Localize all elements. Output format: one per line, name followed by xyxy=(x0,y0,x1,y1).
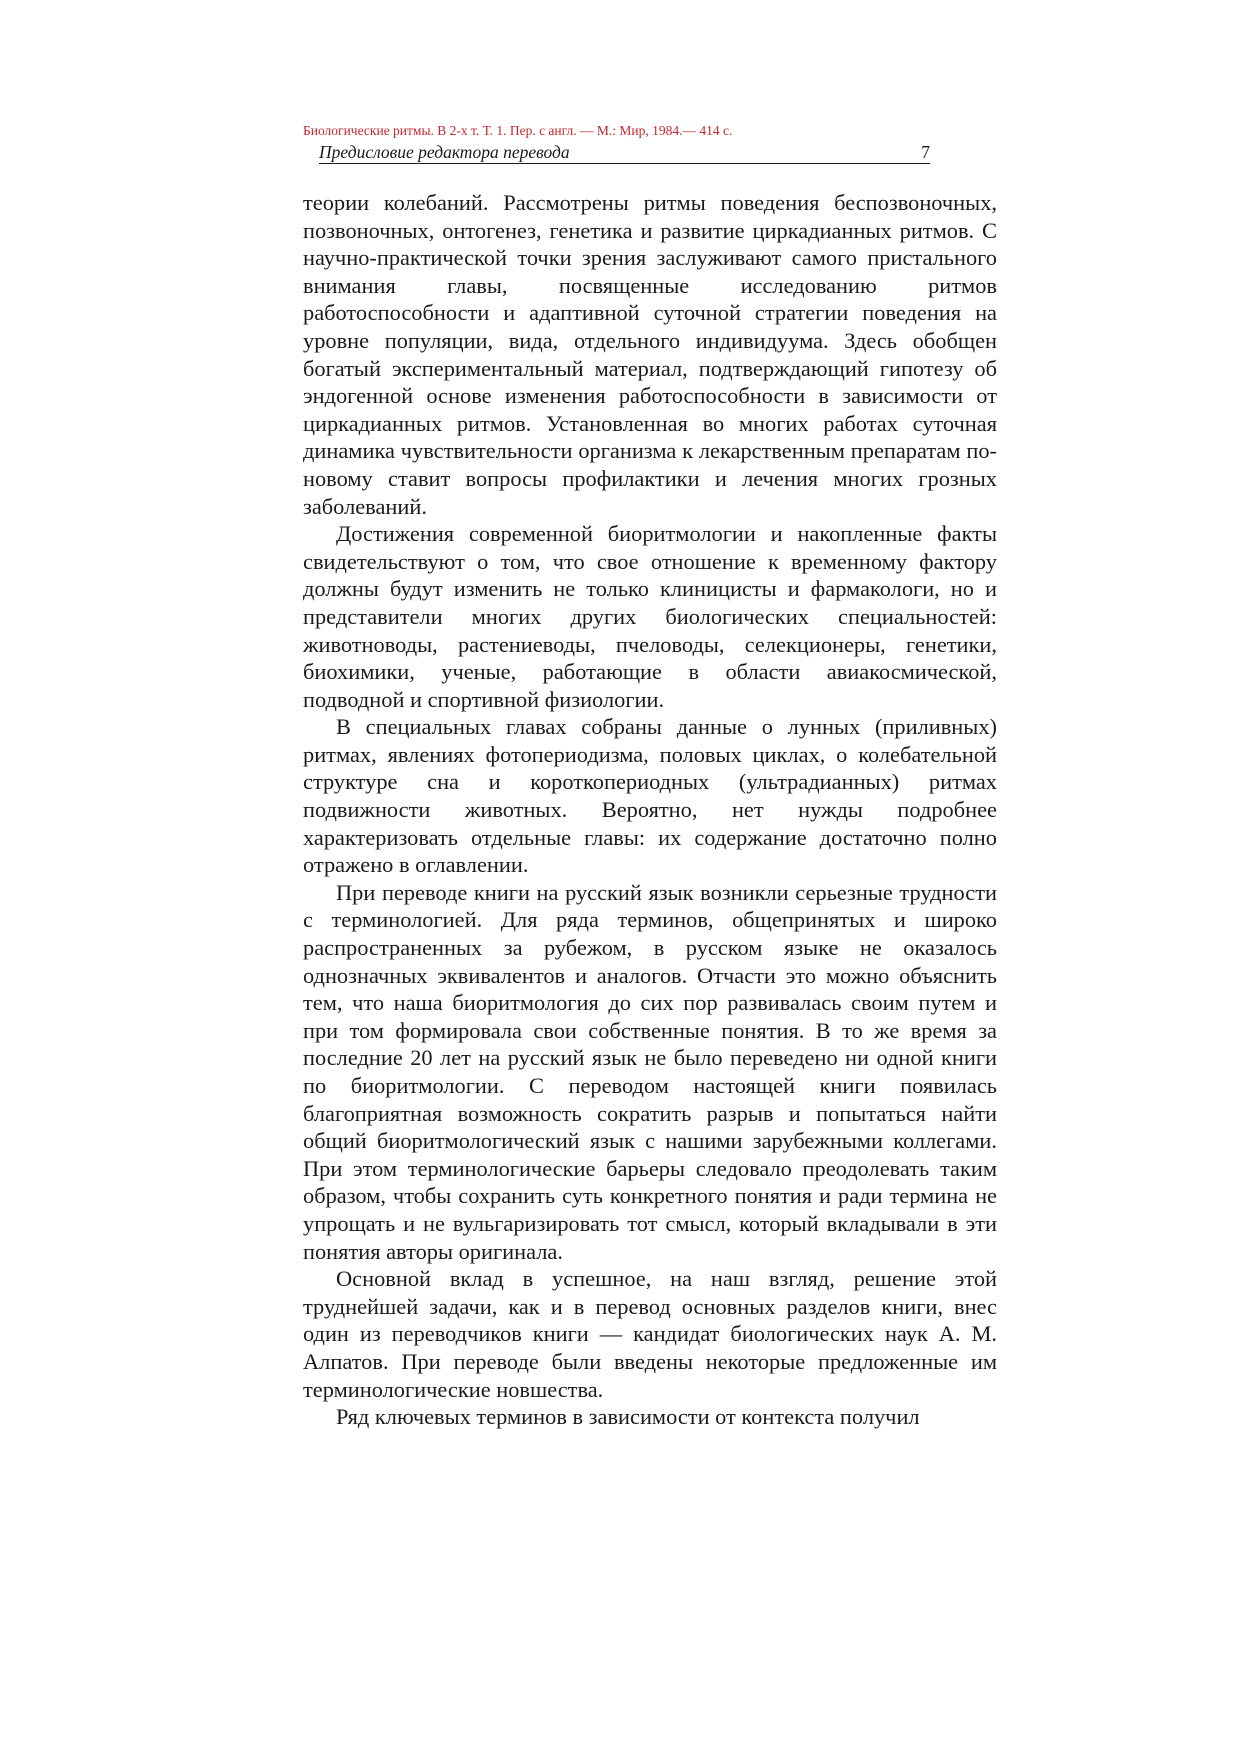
running-head xyxy=(319,141,930,164)
paragraph-3: В специальных главах собраны данные о лунных (приливных) ритмах, явлениях фотопериодизма, половых циклах, о колебательной структуре сна и короткопериодных (ультрадианных) ритмах подвижности животных. Вероятно, нет нужды подробнее характеризовать отдельные главы: их содержание достаточно полно отражено в оглавлении. xyxy=(303,714,997,878)
running-title: Предисловие редактора перевода xyxy=(319,142,570,162)
paragraph-1: теории колебаний. Рассмотрены ритмы поведения беспозвоночных, позвоночных, онтогенез, генетика и развитие циркадианных ритмов. С научно-практической точки зрения заслуживают самого пристального внимания главы, посвященные исследованию ритмов работоспособности и адаптивной суточной стратегии поведения на уровне популяции, вида, отдельного индивидуума. Здесь обобщен богатый экспериментальный материал, подтверждающий гипотезу об эндогенной основе изменения работоспособности в зависимости от циркадианных ритмов. Установленная во многих работах суточная динамика чувствительности организма к лекарственным препаратам по-новому ставит вопросы профилактики и лечения многих грозных заболеваний. xyxy=(303,190,997,519)
source-citation: Биологические ритмы. В 2-х т. Т. 1. Пер. с англ. — М.: Мир, 1984.— 414 с. xyxy=(303,123,733,138)
body-text xyxy=(303,189,997,1431)
paragraph-6: Ряд ключевых терминов в зависимости от контекста получил xyxy=(336,1404,920,1430)
paragraph-5: Основной вклад в успешное, на наш взгляд, решение этой труднейшей задачи, как и в перевод основных разделов книги, внес один из переводчиков книги — кандидат биологических наук А. М. Алпатов. При переводе были введены некоторые предложенные им терминологические новшества. xyxy=(303,1266,997,1402)
page-number: 7 xyxy=(921,142,930,162)
paragraph-2: Достижения современной биоритмологии и накопленные факты свидетельствуют о том, что свое отношение к временному фактору должны будут изменить не только клиницисты и фармакологи, но и представители многих других биологических специальностей: животноводы, растениеводы, пчеловоды, селекционеры, генетики, биохимики, ученые, работающие в области авиакосмической, подводной и спортивной физиологии. xyxy=(303,521,997,712)
paragraph-4: При переводе книги на русский язык возникли серьезные трудности с терминологией. Для ряда терминов, общепринятых и широко распространенных за рубежом, в русском языке не оказалось однозначных эквивалентов и аналогов. Отчасти это можно объяснить тем, что наша биоритмология до сих пор развивалась своим путем и при том формировала свои собственные понятия. В то же время за последние 20 лет на русский язык не было переведено ни одной книги по биоритмологии. С переводом настоящей книги появилась благоприятная возможность сократить разрыв и попытаться найти общий биоритмологический язык с нашими зарубежными коллегами. При этом терминологические барьеры следовало преодолевать таким образом, чтобы сохранить суть конкретного понятия и ради термина не упрощать и не вульгаризировать тот смысл, который вкладывали в эти понятия авторы оригинала. xyxy=(303,879,997,1264)
